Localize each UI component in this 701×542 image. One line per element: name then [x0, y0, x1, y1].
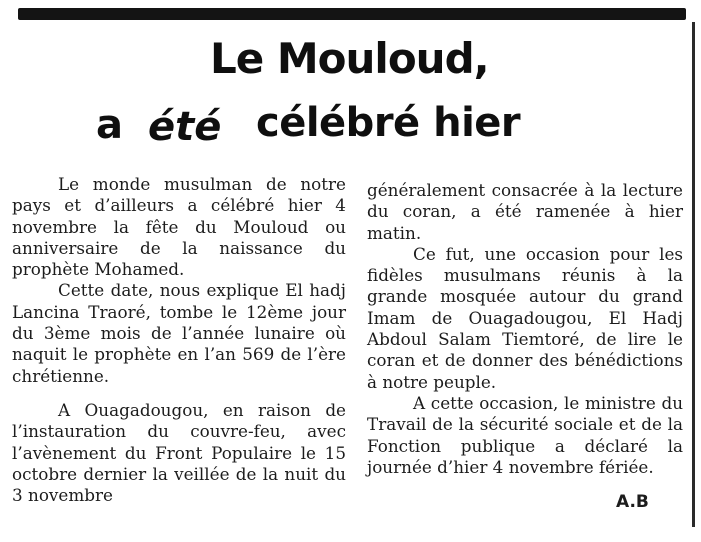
paragraph-left-1: Le monde musulman de notre pays et d’ailleurs a célébré hier 4 novembre la fête du Mouloud ou anniversaire de la naissance du prophète Mohamed.: [12, 174, 346, 280]
headline-line-2-ete: été: [148, 104, 222, 150]
headline-line-1: Le Mouloud,: [210, 34, 489, 83]
headline-line-2-a: a: [96, 102, 123, 148]
headline-line-2-rest: célébré hier: [256, 100, 521, 146]
article-right-column: [367, 180, 683, 478]
paragraph-left-3: A Ouagadougou, en raison de l’instauration du couvre-feu, avec l’avènement du Front Populaire le 15 octobre dernier la veillée de la nuit du 3 novembre: [12, 399, 346, 506]
paragraph-right-3: A cette occasion, le ministre du Travail de la sécurité sociale et de la Fonction publique a déclaré la journée d’hier 4 novembre fériée.: [367, 392, 683, 477]
paragraph-left-2: Cette date, nous explique El hadj Lancina Traoré, tombe le 12ème jour du 3ème mois de l’année lunaire où naquit le prophète en l’an 569 de l’ère chrétienne.: [12, 280, 346, 386]
top-rule: [18, 8, 686, 20]
right-column-rule: [692, 22, 695, 527]
paragraph-right-1: généralement consacrée à la lecture du coran, a été ramenée à hier matin.: [367, 180, 683, 243]
paragraph-right-2: Ce fut, une occasion pour les fidèles musulmans réunis à la grande mosquée autour du grand Imam de Ouagadougou, El Hadj Abdoul Salam Tiemtoré, de lire le coran et de donner des bénédictions à notre peuple.: [367, 243, 683, 392]
article-left-column: [12, 174, 346, 506]
author-signature: A.B: [616, 492, 649, 512]
